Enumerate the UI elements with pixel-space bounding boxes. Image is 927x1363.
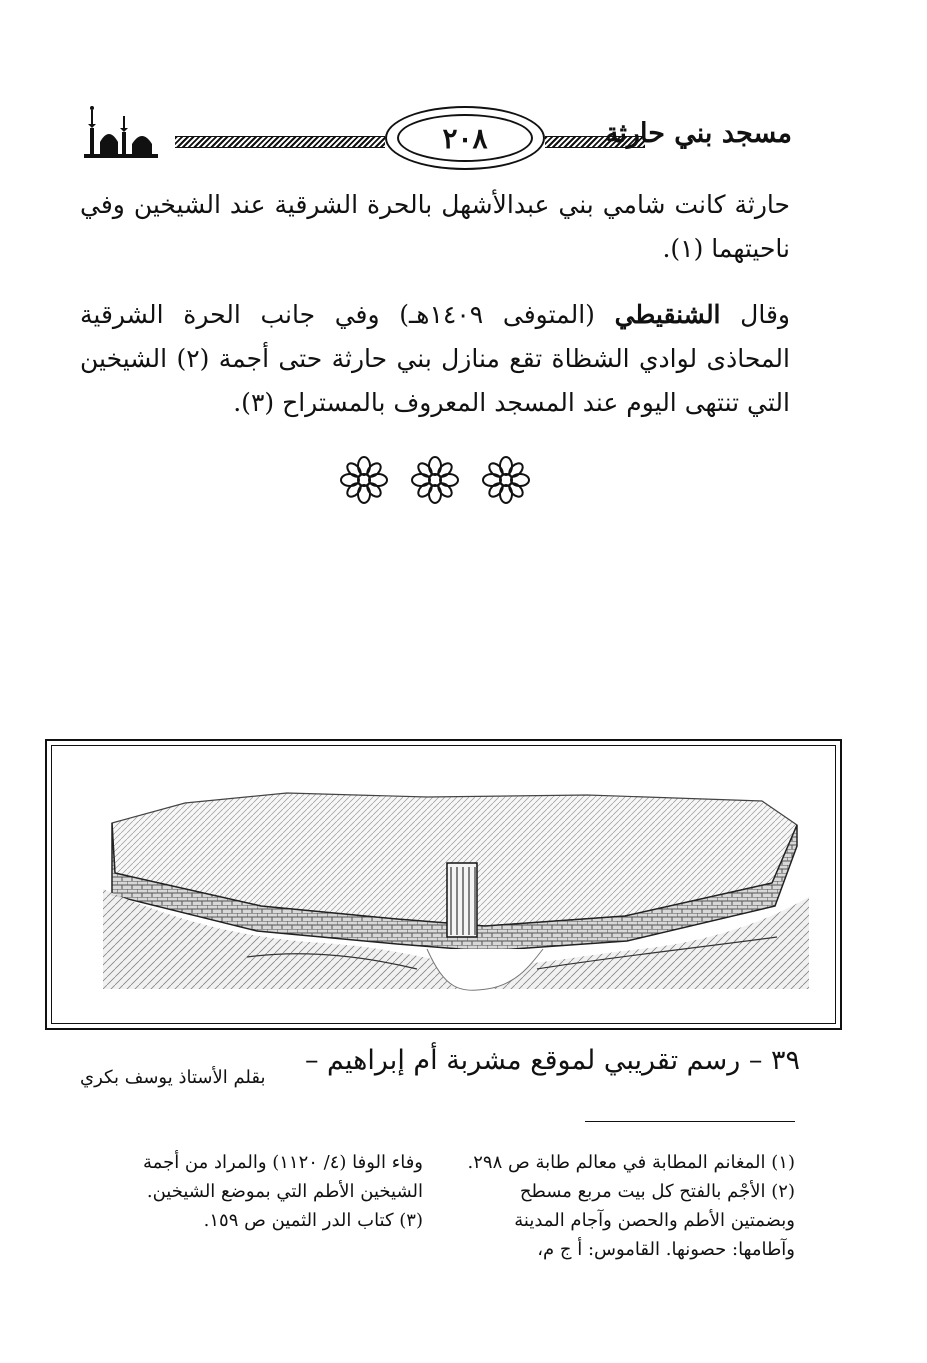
figure-caption-area	[80, 1045, 800, 1097]
paragraph-2-rest: (المتوفى ١٤٠٩هـ) وفي جانب الحرة الشرقية المحاذى لوادي الشظاة تقع منازل بني حارثة حتى أجمة (٢) الشيخين التي تنتهى اليوم عند المسجد المعروف بالمستراح (٣).	[80, 300, 790, 417]
page-title: مسجد بني حارثة	[604, 118, 792, 149]
mosque-icon	[80, 100, 162, 162]
scholar-name: الشنقيطي	[614, 300, 721, 329]
footnotes-left-column	[78, 1148, 423, 1235]
footnote-2: (٢) الأجْم بالفتح كل بيت مربع مسطح وبضمتين الأطم والحصن وآجام المدينة وآطامها: حصونها. القاموس: أ ج م،	[514, 1181, 795, 1260]
footnote-1: (١) المغانم المطابة في معالم طابة ص ٢٩٨.	[467, 1152, 795, 1173]
main-text	[80, 183, 790, 425]
footnotes-right-column	[465, 1148, 795, 1264]
illustration-frame	[45, 739, 842, 1030]
paragraph-1: حارثة كانت شامي بني عبدالأشهل بالحرة الشرقية عند الشيخين وفي ناحيتهما (١).	[80, 190, 790, 263]
decorative-rope-left	[175, 136, 385, 148]
page-header	[80, 100, 800, 180]
paragraph-2-prefix: وقال	[720, 300, 790, 329]
figure-credit: بقلم الأستاذ يوسف بكري	[80, 1067, 266, 1088]
page-number: ٢٠٨	[442, 121, 488, 155]
figure-caption: ٣٩ – رسم تقريبي لموقع مشربة أم إبراهيم –	[304, 1045, 800, 1076]
footnote-divider	[585, 1121, 795, 1122]
walled-enclosure-illustration	[67, 761, 822, 1001]
flower-ornament-icon	[340, 456, 388, 504]
section-separator-ornaments	[340, 456, 530, 504]
paragraph-2	[80, 293, 790, 425]
flower-ornament-icon	[482, 456, 530, 504]
footnote-2-continued: وفاء الوفا (٤/ ١١٢٠) والمراد من أجمة الشيخين الأطم التي بموضع الشيخين.	[143, 1152, 423, 1202]
page-number-ring	[385, 106, 545, 170]
flower-ornament-icon	[411, 456, 459, 504]
footnote-3: (٣) كتاب الدر الثمين ص ١٥٩.	[203, 1210, 423, 1231]
